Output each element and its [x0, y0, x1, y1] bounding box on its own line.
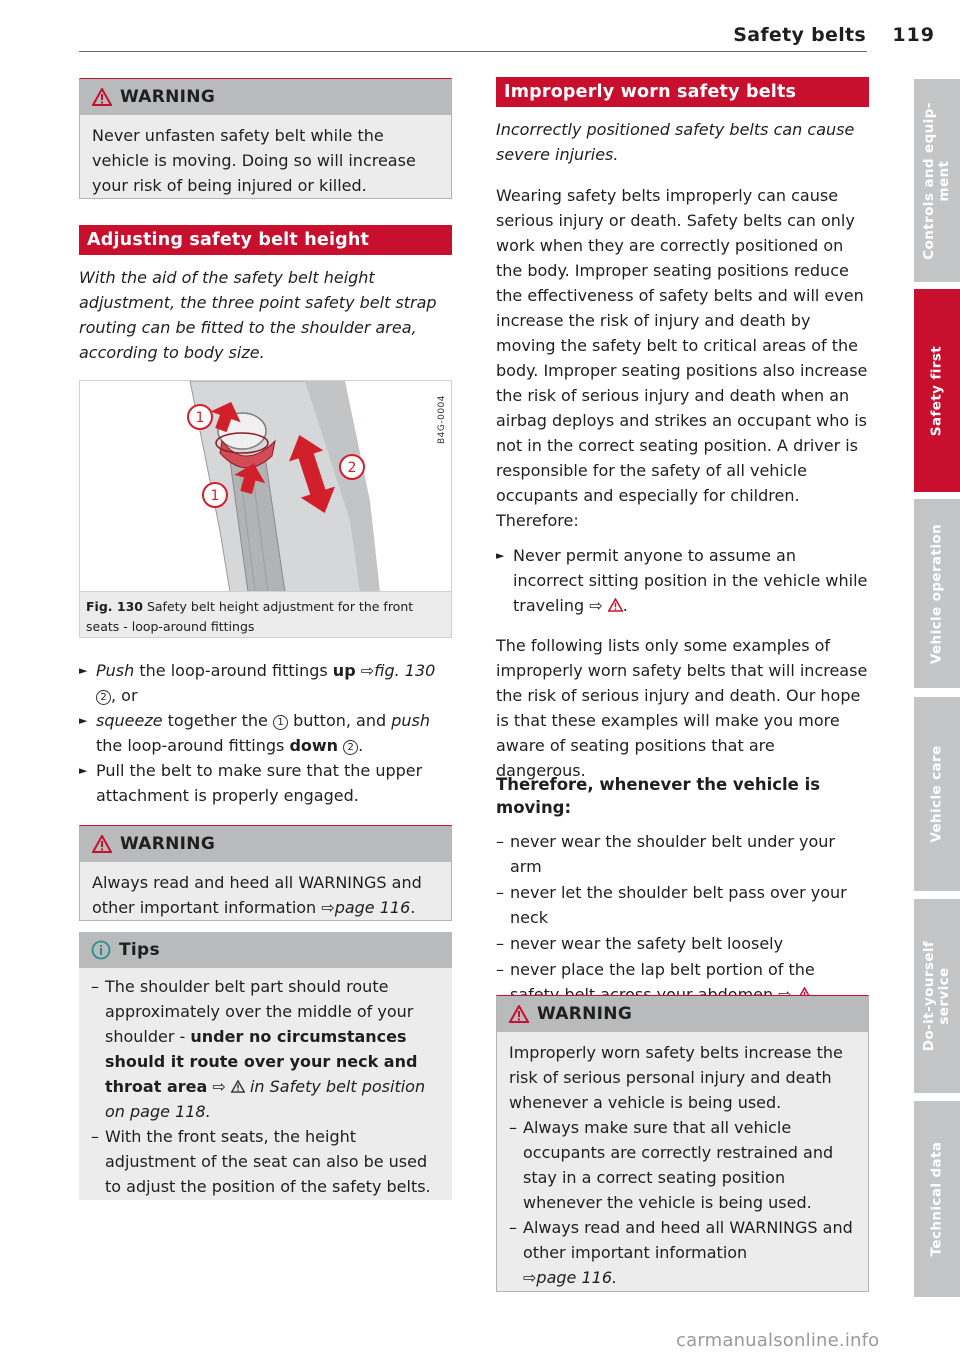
figure-caption [86, 597, 441, 637]
tips-bar [79, 932, 452, 968]
tip-2-text: With the front seats, the height adjustment of the seat can also be used to adjust the position of the safety belts. [105, 1127, 431, 1196]
step-2-text-c: the loop-around fittings [96, 736, 285, 755]
warning-bar [80, 826, 451, 862]
step-1-end: , or [111, 686, 138, 705]
side-tab-label: Controls and equip-ment [921, 101, 952, 260]
step-2-bold: down [289, 736, 339, 755]
warning-text: Always read and heed all WARNINGS and other important information ⇨page 116. [92, 873, 422, 917]
callout-2: 2 [347, 460, 357, 476]
step-3-text: Pull the belt to make sure that the upper attachment is properly engaged. [96, 761, 423, 805]
warning-item-1: – Always make sure that all vehicle occupants are correctly restrained and stay in a correct seating position whenever the vehicle is being used. [509, 1118, 834, 1212]
running-head: Safety belts [733, 24, 866, 46]
step-1-text: the loop-around fittings [139, 661, 328, 680]
figure-caption-text: Safety belt height adjustment for the front seats - loop-around fittings [86, 599, 414, 634]
side-tab-do-it-yourself[interactable] [914, 899, 960, 1093]
tip-2: – With the front seats, the height adjustment of the seat can also be used to adjust the position of the safety belts. [91, 1127, 431, 1196]
side-tab-label: Do-it-yourself service [921, 940, 952, 1052]
warning-item-2-ref[interactable]: page 116. [536, 1268, 618, 1287]
warning-bar [497, 996, 868, 1032]
warning-2-text: Always read and heed all WARNINGS and other important information [92, 873, 422, 917]
step-1-callout: 2 [96, 690, 111, 705]
callout-1-bottom: 1 [210, 488, 220, 504]
step-2-verb2: push [391, 711, 431, 730]
right-dash-list [496, 829, 869, 1007]
dash-item-2: – never let the shoulder belt pass over your neck [496, 883, 847, 927]
dash-item-4-text: never place the lap belt portion of the [510, 960, 815, 979]
figure-id: B4G-0004 [437, 395, 447, 445]
step-2: ► squeeze together the 1 button, and push the loop-around fittings down 2 . [79, 708, 452, 758]
warning-2-ref[interactable]: page 116 [334, 898, 411, 917]
side-tab-safety-first[interactable] [914, 289, 960, 492]
callout-1-top: 1 [195, 410, 205, 426]
step-1 [79, 658, 452, 708]
section-title-improperly: Improperly worn safety belts [496, 77, 869, 107]
tip-1-ref[interactable]: in Safety belt position on page 118. [105, 1077, 426, 1121]
tip-1: – The shoulder belt part should route approximately over the middle of your shoulder - under no circumstances should it route over your neck and throat area ⇨ in Safety belt position on page 118. [91, 977, 426, 1121]
section-intro: With the aid of the safety belt height adjustment, the three point safety belt strap routing can be fitted to the shoulder area, according to body size. [79, 268, 437, 362]
figure-label: Fig. 130 [86, 599, 143, 614]
right-intro: Incorrectly positioned safety belts can cause severe injuries. [496, 120, 855, 164]
warning-right-text: Improperly worn safety belts increase the risk of serious personal injury and death whenever a vehicle is being used. [509, 1043, 843, 1112]
step-1-verb: Push [96, 661, 135, 680]
warning-box-top [79, 78, 452, 199]
right-para-2: The following lists only some examples of improperly worn safety belts that will increase the risk of serious injury and death. Our hope is that these examples will make you more aware of seating positions that are dangerous. [496, 636, 868, 780]
warning-triangle-icon [509, 1005, 529, 1023]
warning-box-right [496, 995, 869, 1292]
warning-title: WARNING [537, 1004, 633, 1024]
tip-1-bold: under no circumstances should it route over your neck and throat area [105, 1027, 418, 1096]
warning-item-1-text: Always make sure that all vehicle occupants are correctly restrained and stay in a correct seating position whenever the vehicle is being used. [523, 1118, 834, 1212]
dash-item-4: – never place the lap belt portion of the [496, 957, 869, 1007]
warning-item-2: – Always read and heed all WARNINGS and other important information ⇨page 116. [509, 1218, 853, 1287]
right-para-1: Wearing safety belts improperly can cause serious injury or death. Safety belts can only work when they are correctly positioned on the body. Improper seating positions reduce the effectiveness of safety belts and will even increase the risk of injury and death by moving the safety belt to critical areas of the body. Improper seating positions also increase the risk of serious injury and death when an airbag deploys and strikes an occupant who is not in the correct seating position. A driver is responsible for the safety of all vehicle occupants and especially for children. Therefore: [496, 186, 868, 530]
warning-bar [80, 79, 451, 115]
warning-box-left-2 [79, 825, 452, 921]
warning-triangle-icon [608, 598, 623, 612]
ref-arrow-icon: ⇨ [360, 661, 375, 680]
warning-title: WARNING [120, 87, 216, 107]
info-icon [91, 940, 111, 960]
tips-title: Tips [119, 940, 160, 960]
tips-body [79, 968, 452, 1207]
side-tab-label: Vehicle operation [928, 523, 945, 664]
side-tab-vehicle-operation[interactable] [914, 499, 960, 688]
belt-height-illustration [80, 381, 451, 592]
warning-triangle-icon [92, 835, 112, 853]
side-tab-label: Safety first [928, 345, 945, 436]
warning-title: WARNING [120, 834, 216, 854]
step-2-callout: 1 [273, 715, 288, 730]
step-2-verb: squeeze [96, 711, 163, 730]
dash-item-1-text: never wear the shoulder belt under your arm [510, 832, 835, 876]
warning-text: Never unfasten safety belt while the vehicle is moving. Doing so will increase your risk of being injured or killed. [92, 126, 416, 195]
side-tab-technical-data[interactable] [914, 1101, 960, 1297]
steps-list [79, 658, 452, 808]
warning-item-2-text: Always read and heed all WARNINGS and other important information [523, 1218, 853, 1262]
step-1-ref[interactable]: fig. 130 [374, 661, 436, 680]
ref-arrow-icon: ⇨ [523, 1268, 537, 1287]
side-tab-label: Vehicle care [928, 745, 945, 843]
ref-arrow-icon: ⇨ [321, 898, 335, 917]
dash-item-3-text: never wear the safety belt loosely [510, 934, 784, 953]
figure-130 [79, 380, 452, 638]
right-bullet-text: Never permit anyone to assume an incorrect sitting position in the vehicle while traveling [513, 546, 868, 615]
tips-box [79, 932, 452, 1200]
right-bullet: ► Never permit anyone to assume an incorrect sitting position in the vehicle while traveling ⇨ . [496, 543, 869, 618]
figure-illustration [80, 381, 451, 592]
bullet-arrow-icon: ► [79, 764, 88, 777]
warning-triangle-icon [231, 1080, 245, 1093]
tip-1-text: The shoulder belt part should route approximately over the middle of your shoulder - [105, 977, 414, 1046]
bullet-arrow-icon: ► [79, 664, 88, 677]
side-tab-label: Technical data [928, 1141, 945, 1257]
dash-item-1: – never wear the shoulder belt under your arm [496, 832, 835, 876]
side-tab-controls[interactable] [914, 79, 960, 282]
section-title-adjusting: Adjusting safety belt height [79, 225, 452, 255]
footer-watermark: carmanualsonline.info [676, 1330, 880, 1351]
step-3 [79, 758, 452, 808]
dash-item-3: – never wear the safety belt loosely [496, 934, 784, 953]
step-2-text-b: button, and [293, 711, 387, 730]
header-rule [79, 51, 867, 52]
step-1-bold: up [332, 661, 356, 680]
dash-item-2-text: never let the shoulder belt pass over your neck [510, 883, 847, 927]
step-2-callout-2: 2 [343, 740, 358, 755]
page-number: 119 [892, 24, 935, 46]
ref-arrow-icon: ⇨ [589, 596, 603, 615]
bullet-arrow-icon: ► [79, 714, 88, 727]
ref-arrow-icon: ⇨ [212, 1077, 226, 1096]
bullet-arrow-icon: ► [496, 549, 505, 562]
warning-body [497, 1032, 868, 1298]
warning-triangle-icon [92, 88, 112, 106]
step-2-text-a: together the [167, 711, 268, 730]
right-subheading: Therefore, whenever the vehicle is moving: [496, 775, 821, 817]
side-tab-vehicle-care[interactable] [914, 697, 960, 891]
